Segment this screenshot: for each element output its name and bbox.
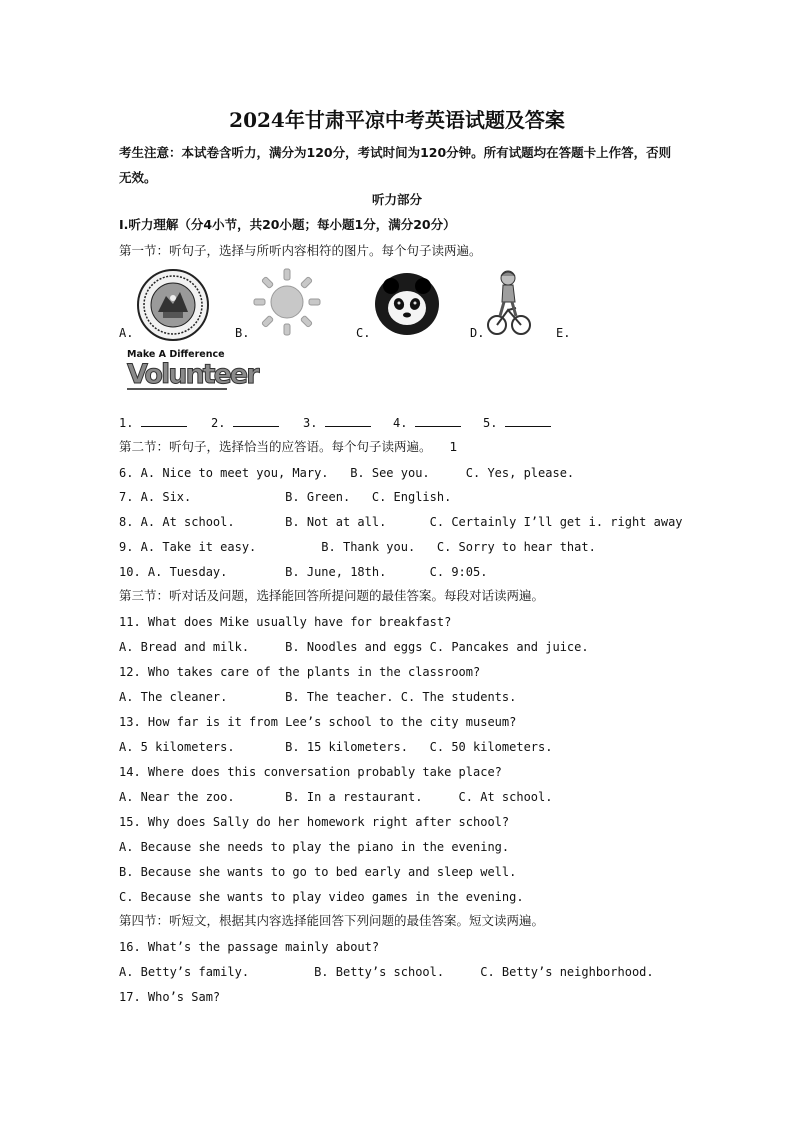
page-title: 2024年甘肃平凉中考英语试题及答案 xyxy=(229,108,565,132)
blank-label: 2. xyxy=(211,416,226,430)
volunteer-tagline: Make A Difference xyxy=(127,349,225,360)
question-12: 12. Who takes care of the plants in the classroom? xyxy=(119,665,481,679)
question-9: 9. A. Take it easy. B. Thank you. C. Sorry to hear that. xyxy=(119,540,596,554)
question-15-option-b: B. Because she wants to go to bed early and sleep well. xyxy=(119,865,517,879)
question-10: 10. A. Tuesday. B. June, 18th. C. 9:05. xyxy=(119,565,488,579)
answer-blank[interactable] xyxy=(325,414,371,427)
sun-picture xyxy=(253,268,321,336)
section1-instruction: 第一节：听句子，选择与所听内容相符的图片。每个句子读两遍。 xyxy=(119,243,482,258)
panda-picture xyxy=(374,272,440,336)
section2-instruction xyxy=(119,439,457,455)
question-15-option-a: A. Because she needs to play the piano in the evening. xyxy=(119,840,510,854)
question-15: 15. Why does Sally do her homework right after school? xyxy=(119,815,510,829)
picture-label-e: E. xyxy=(556,326,571,340)
listening-heading: 听力部分 xyxy=(371,192,422,207)
question-8: 8. A. At school. B. Not at all. C. Certainly I’ll get i. right away xyxy=(119,515,683,529)
question-15-option-c: C. Because she wants to play video games in the evening. xyxy=(119,890,524,904)
part1-heading: Ⅰ.听力理解（分4小节，共20小题；每小题1分，满分20分） xyxy=(119,217,456,232)
cyclist-picture xyxy=(486,268,532,340)
emblem-picture xyxy=(136,268,210,342)
section2-instruction-text: 第二节：听句子，选择恰当的应答语。每个句子读两遍。 xyxy=(119,439,432,454)
section4-instruction: 第四节：听短文，根据其内容选择能回答下列问题的最佳答案。短文读两遍。 xyxy=(119,913,545,928)
exam-notice: 考生注意：本试卷含听力，满分为120分，考试时间为120分钟。所有试题均在答题卡上作答，否则无效。 xyxy=(119,145,672,185)
question-11: 11. What does Mike usually have for breakfast? xyxy=(119,615,452,629)
question-16-options: A. Betty’s family. B. Betty’s school. C. Betty’s neighborhood. xyxy=(119,965,654,979)
answer-blank[interactable] xyxy=(415,414,461,427)
question-12-options: A. The cleaner. B. The teacher. C. The students. xyxy=(119,690,517,704)
picture-label-c: C. xyxy=(356,326,371,340)
answer-blank[interactable] xyxy=(505,414,551,427)
blank-label: 4. xyxy=(393,416,408,430)
question-7: 7. A. Six. B. Green. C. English. xyxy=(119,490,452,504)
blank-label: 3. xyxy=(303,416,318,430)
picture-label-d: D. xyxy=(470,326,485,340)
section3-instruction: 第三节：听对话及问题，选择能回答所提问题的最佳答案。每段对话读两遍。 xyxy=(119,588,545,603)
volunteer-word: Volunteer xyxy=(127,359,258,390)
blank-label: 5. xyxy=(483,416,498,430)
question-13: 13. How far is it from Lee’s school to the city museum? xyxy=(119,715,517,729)
question-11-options: A. Bread and milk. B. Noodles and eggs C. Pancakes and juice. xyxy=(119,640,589,654)
picture-label-b: B. xyxy=(235,326,250,340)
picture-label-a: A. xyxy=(119,326,134,340)
question-14-options: A. Near the zoo. B. In a restaurant. C. At school. xyxy=(119,790,553,804)
answer-blank[interactable] xyxy=(141,414,187,427)
question-6: 6. A. Nice to meet you, Mary. B. See you. C. Yes, please. xyxy=(119,466,575,480)
blank-label: 1. xyxy=(119,416,134,430)
section2-mark: 1 xyxy=(449,439,458,454)
answer-blank[interactable] xyxy=(233,414,279,427)
question-13-options: A. 5 kilometers. B. 15 kilometers. C. 50 kilometers. xyxy=(119,740,553,754)
question-14: 14. Where does this conversation probably take place? xyxy=(119,765,502,779)
question-16: 16. What’s the passage mainly about? xyxy=(119,940,380,954)
volunteer-picture xyxy=(127,349,258,405)
question-17: 17. Who’s Sam? xyxy=(119,990,221,1004)
